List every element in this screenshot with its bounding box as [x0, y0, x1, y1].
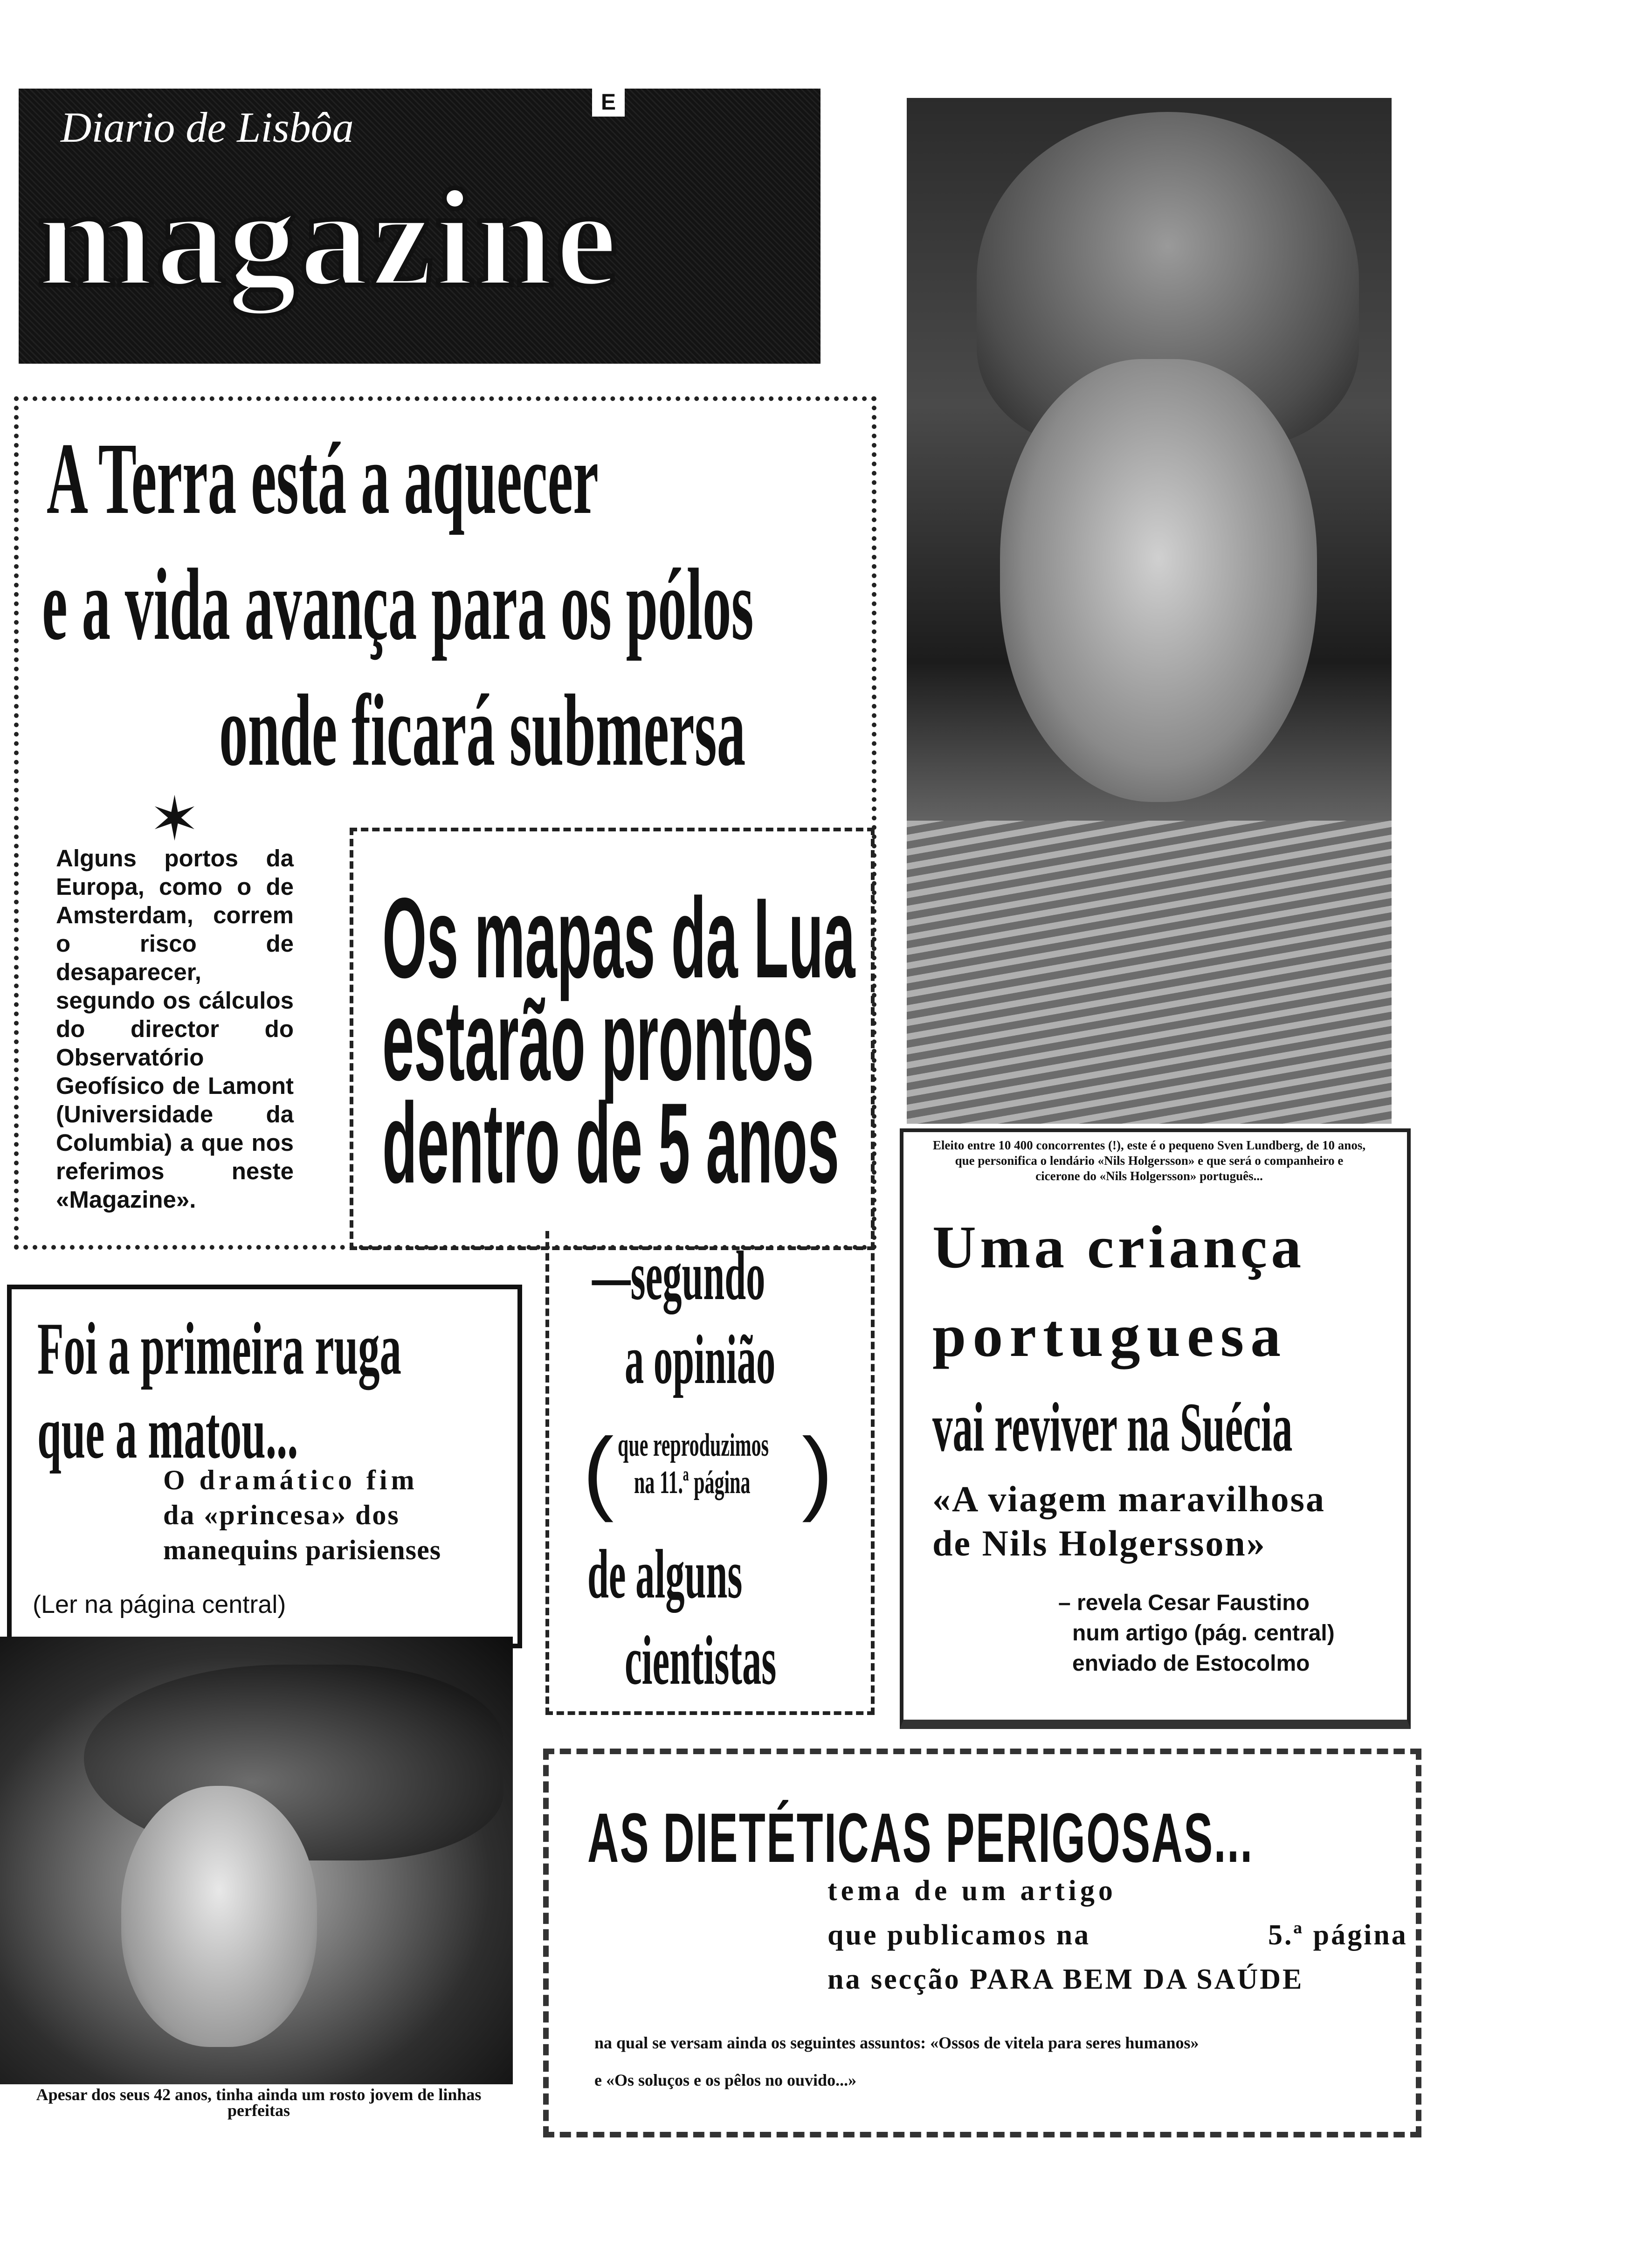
edition-badge: E [592, 89, 625, 117]
woman-face-shape [121, 1786, 317, 2047]
woman-photo-caption: Apesar dos seus 42 anos, tinha ainda um rosto jovem de linhas perfeitas [36, 2085, 482, 2120]
crianca-byline-line1: – revela Cesar Faustino [1058, 1590, 1310, 1615]
lua-sub-line4: cientistas [625, 1622, 777, 1699]
diet-sub-line2: que publicamos na [827, 1919, 1091, 1951]
ruga-headline-line1: Foi a primeira ruga [37, 1307, 401, 1390]
ruga-sub-line1: O dramático fim [163, 1465, 418, 1495]
ruga-read-more: (Ler na página central) [33, 1590, 286, 1618]
terra-headline-line2: e a vida avança para os pólos [42, 547, 754, 661]
crianca-sub-line2: de Nils Holgersson» [932, 1523, 1266, 1563]
lua-paren-line2: na 11.ª página [634, 1465, 751, 1500]
paren-right: ) [802, 1419, 833, 1523]
ruga-headline-line2: que a matou... [37, 1391, 298, 1474]
ruga-sub-line3: manequins parisienses [163, 1535, 441, 1565]
star-icon: ✶ [149, 785, 200, 853]
crianca-headline-line3: vai reviver na Suécia [932, 1389, 1293, 1466]
lua-sub-line1: —segundo [592, 1237, 765, 1314]
boy-face-shape [1000, 359, 1317, 802]
boy-sweater-shape [907, 821, 1392, 1124]
crianca-byline-line3: enviado de Estocolmo [1072, 1651, 1310, 1676]
woman-photo [0, 1637, 513, 2084]
lua-sub-line3: de alguns [587, 1535, 743, 1613]
diet-note-line2: e «Os soluços e os pêlos no ouvido...» [594, 2071, 857, 2089]
terra-headline-line3: onde ficará submersa [219, 673, 746, 787]
lua-headline-line1: Os mapas da Lua [382, 874, 855, 1002]
diet-headline: AS DIETÉTICAS PERIGOSAS... [587, 1798, 1254, 1877]
terra-headline-line1: A Terra está a aquecer [47, 422, 599, 535]
diet-sub-line3: na secção PARA BEM DA SAÚDE [827, 1964, 1304, 1995]
lua-headline-line2: estarão prontos [382, 976, 814, 1104]
lua-sub-line2: a opinião [625, 1321, 776, 1398]
paren-left: ( [583, 1419, 614, 1523]
diet-sub-line1: tema de um artigo [827, 1875, 1117, 1907]
boy-photo [907, 98, 1392, 1124]
crianca-byline-line2: num artigo (pág. central) [1072, 1621, 1335, 1646]
crianca-sub-line1: «A viagem maravilhosa [932, 1479, 1325, 1519]
diet-note-line1: na qual se versam ainda os seguintes assuntos: «Ossos de vitela para seres humanos» [594, 2033, 1199, 2052]
ruga-sub-line2: da «princesa» dos [163, 1500, 400, 1530]
crianca-headline-line1: Uma criança [932, 1214, 1305, 1281]
lua-paren-line1: que reproduzimos [618, 1427, 769, 1463]
diet-sub-line2-page: 5.ª página [1268, 1919, 1408, 1951]
crianca-headline-line2: portuguesa [932, 1302, 1288, 1369]
boy-photo-caption: Eleito entre 10 400 concorrentes (!), este é o pequeno Sven Lundberg, de 10 anos, que personifica o lendário «Nils Holgersson» e que será o companheiro e cicerone do «Nils Holgersson» português... [932, 1138, 1366, 1183]
newspaper-name: Diario de Lisbôa [61, 104, 354, 151]
terra-body-text: Alguns portos da Europa, como o de Amsterdam, correm o risco de desaparecer, segundo os cálculos do director do Observatório Geofísico de Lamont (Universidade da Columbia) a que nos referimos neste «Magazine». [56, 845, 294, 1213]
section-title: magazine [37, 160, 620, 315]
lua-headline-line3: dentro de 5 anos [382, 1079, 840, 1207]
